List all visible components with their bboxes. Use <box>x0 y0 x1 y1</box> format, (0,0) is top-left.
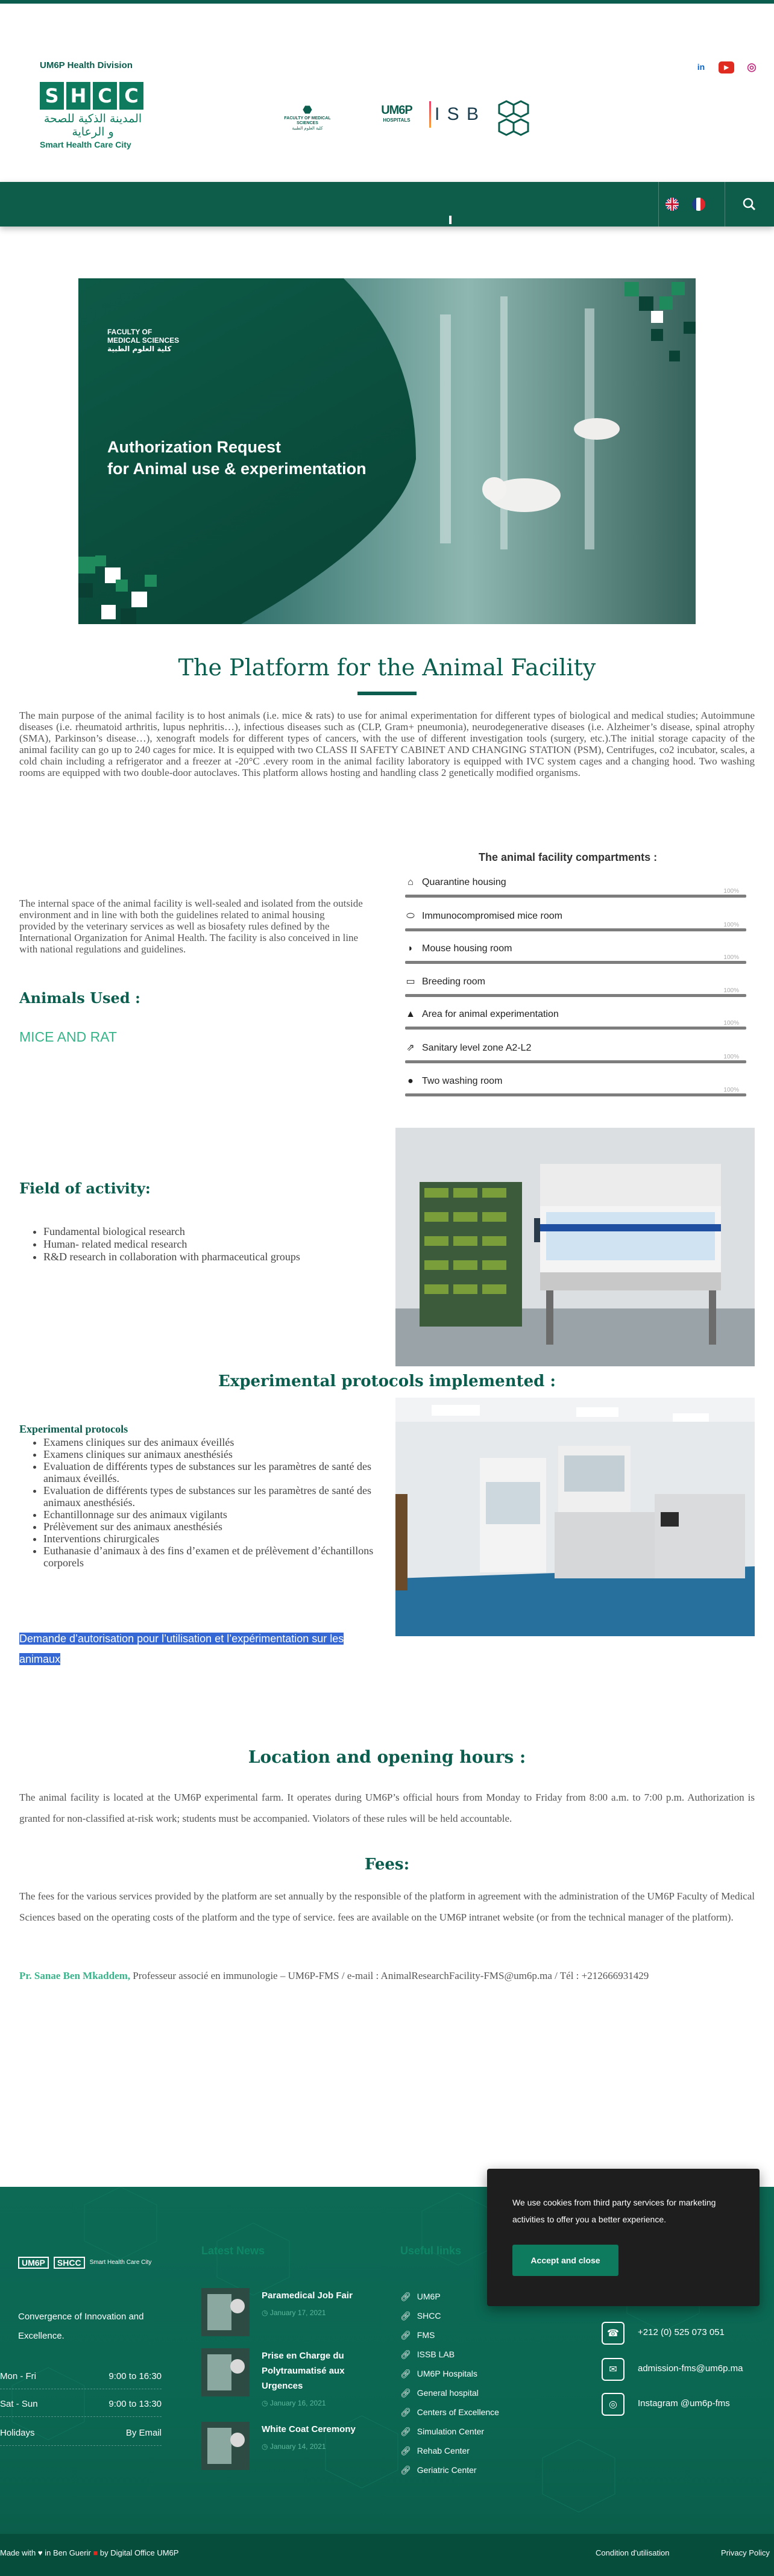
compartment-label: Quarantine housing <box>422 877 506 887</box>
list-item: • Examens cliniques sur des animaux éveillés <box>43 1436 381 1448</box>
useful-link[interactable] <box>400 2427 484 2437</box>
useful-link[interactable] <box>400 2330 435 2340</box>
link-icon: 🔗︎ <box>400 2388 411 2398</box>
link-icon: 🔗︎ <box>400 2465 411 2475</box>
contact-text[interactable]: Instagram @um6p-fms <box>638 2398 730 2409</box>
made-with-text: Made with <box>0 2548 36 2557</box>
um6p-hospitals-logo[interactable] <box>373 104 421 123</box>
compartment-percent: 100% <box>723 888 739 895</box>
shcc-arabic-name: المدينة الذكية للصحة و الرعاية <box>43 112 142 139</box>
field-of-activity-list <box>19 1225 381 1263</box>
contact-name: Pr. Sanae Ben Mkaddem, <box>19 1970 131 1981</box>
contact-text[interactable]: admission-fms@um6p.ma <box>638 2363 743 2374</box>
compartment-label: Breeding room <box>422 977 485 987</box>
fees-heading: Fees: <box>364 1855 410 1874</box>
shcc-letter: S <box>40 82 64 110</box>
banner-faculty-label <box>107 328 179 353</box>
fms-partner-arabic: كلية العلوم الطبية <box>292 127 323 131</box>
footer-tagline: Convergence of Innovation and Excellence. <box>18 2312 144 2341</box>
compartment-progress-bar <box>405 961 746 964</box>
news-date-text: January 16, 2021 <box>269 2399 326 2407</box>
news-thumbnail <box>201 2422 250 2470</box>
compartment-percent: 100% <box>723 1054 739 1060</box>
nav-label: Biotech Park <box>511 17 563 27</box>
instagram-icon[interactable]: ◎ <box>602 2393 625 2416</box>
compartment-icon: ▭ <box>406 977 415 987</box>
banner-faculty-arabic: كلية العلوم الطبية <box>107 345 172 353</box>
list-item: • Human- related medical research <box>43 1238 381 1251</box>
compartment-label: Two washing room <box>422 1076 503 1086</box>
footer-um6p-logo: UM6P <box>18 2257 49 2269</box>
chevron-down-icon: ⌄ <box>272 20 278 27</box>
hours-day: Mon - Fri <box>0 2371 36 2381</box>
nav-label: Faculty of Medical Sciences <box>158 17 270 27</box>
useful-link[interactable] <box>400 2446 470 2456</box>
chevron-down-icon: ⌄ <box>113 20 119 27</box>
shcc-subtitle: Smart Health Care City <box>40 140 131 149</box>
youtube-icon[interactable]: ▶ <box>719 61 734 73</box>
useful-link[interactable] <box>400 2465 477 2475</box>
authorization-request-link[interactable] <box>19 1628 357 1669</box>
authorization-link-text: Demande d’autorisation pour l’utilisation et l’expérimentation sur les animaux <box>19 1633 344 1665</box>
protocols-heading: Experimental protocols implemented : <box>218 1372 556 1390</box>
division-label: UM6P Health Division <box>40 60 133 70</box>
protocols-subtitle: Experimental protocols <box>19 1423 128 1435</box>
useful-link[interactable] <box>400 2311 441 2321</box>
compartment-progress-bar <box>405 1060 746 1063</box>
link-icon: 🔗︎ <box>400 2446 411 2456</box>
location-heading: Location and opening hours : <box>248 1747 526 1767</box>
nav-label: ISSB Institute <box>412 17 471 27</box>
page-title: The Platform for the Animal Facility <box>178 654 596 681</box>
compartment-progress-bar <box>405 928 746 931</box>
compartment-progress-bar <box>405 895 746 898</box>
hours-row <box>0 2428 162 2446</box>
issb-logo-text: I S B <box>435 104 480 124</box>
compartment-icon: ▲ <box>406 1009 415 1019</box>
link-icon: 🔗︎ <box>400 2407 411 2417</box>
contact-paragraph <box>19 1965 755 1986</box>
footer-shcc-logo: SHCC <box>54 2257 85 2269</box>
ben-guerir-text: in Ben Guerir <box>45 2548 91 2557</box>
compartment-item <box>405 1043 746 1061</box>
shcc-logo[interactable] <box>40 82 148 149</box>
cookie-message: We use cookies from third party services for marketing activities to offer you a better experience. <box>512 2198 716 2224</box>
nav-divider <box>658 182 659 227</box>
news-date-text: January 17, 2021 <box>269 2309 326 2317</box>
useful-link[interactable] <box>400 2407 499 2418</box>
shcc-letter: H <box>66 82 90 110</box>
field-of-activity-heading: Field of activity: <box>19 1180 151 1197</box>
privacy-policy-link[interactable]: Privacy Policy <box>721 2548 770 2557</box>
nav-label: UM6P Hospitals <box>316 17 381 27</box>
clock-icon: ◷ <box>262 2399 270 2407</box>
banner-faculty-line: FACULTY OF <box>107 328 153 336</box>
useful-links-heading: Useful links <box>400 2245 462 2257</box>
useful-link-label: Rehab Center <box>417 2446 470 2456</box>
list-item: • Echantillonnage sur des animaux vigilants <box>43 1508 381 1521</box>
laboratory-room-photo <box>395 1398 755 1636</box>
latest-news-heading: Latest News <box>201 2245 265 2257</box>
news-title: Prise en Charge du Polytraumatisé aux Urgences <box>262 2351 345 2391</box>
list-item: • Prélèvement sur des animaux anesthésiés <box>43 1521 381 1533</box>
link-icon: 🔗︎ <box>400 2349 411 2359</box>
phone-icon[interactable]: ☎ <box>602 2322 625 2345</box>
compartment-percent: 100% <box>723 1020 739 1027</box>
useful-link-label: Simulation Center <box>417 2427 485 2436</box>
compartment-label: Immunocompromised mice room <box>422 911 562 921</box>
um6p-logo-text: UM6P <box>381 104 412 117</box>
compartment-label: Area for animal experimentation <box>422 1009 559 1019</box>
list-item: • Euthanasie d’animaux à des fins d’examen et de prélèvement d’échantillons corporels <box>43 1545 381 1569</box>
compartment-icon: ⇗ <box>406 1043 415 1053</box>
link-icon: 🔗︎ <box>400 2427 411 2436</box>
hours-day: Holidays <box>0 2428 35 2438</box>
shcc-letter: C <box>119 82 143 110</box>
top-accent-line <box>0 0 774 4</box>
search-icon <box>743 198 756 211</box>
clock-icon: ◷ <box>262 2442 270 2451</box>
compartments-heading: The animal facility compartments : <box>479 851 658 863</box>
compartment-item <box>405 911 746 929</box>
nav-um6p-hospitals[interactable] <box>316 17 380 27</box>
internal-space-paragraph: The internal space of the animal facility is well-sealed and isolated from the outside environment and in line with both the guidelines related to animal housing provided by the veterinary services as well as biosafety rules defined by the International Organization for Animal Health. The facility is also conceived in line with national regulations and guidelines. <box>19 898 363 955</box>
compartment-percent: 100% <box>723 1087 739 1093</box>
useful-link-label: UM6P Hospitals <box>417 2369 477 2378</box>
footer-logo[interactable] <box>18 2257 151 2269</box>
nav-smart-healthcare-city[interactable] <box>23 17 119 27</box>
compartment-progress-bar <box>405 1093 746 1096</box>
banner-title-line: for Animal use & experimentation <box>107 460 367 478</box>
cookie-banner <box>487 2169 760 2306</box>
list-item: • R&D research in collaboration with pharmaceutical groups <box>43 1251 381 1263</box>
useful-link[interactable] <box>400 2369 477 2379</box>
hours-time: 9:00 to 13:30 <box>109 2399 162 2409</box>
compartment-label: Mouse housing room <box>422 943 512 954</box>
compartment-item <box>405 943 746 961</box>
news-date <box>262 2399 326 2407</box>
useful-link-label: ISSB LAB <box>417 2349 455 2359</box>
list-item: • Interventions chirurgicales <box>43 1533 381 1545</box>
link-icon: 🔗︎ <box>400 2369 411 2378</box>
useful-link-label: SHCC <box>417 2311 441 2321</box>
authorization-banner[interactable] <box>78 278 696 624</box>
list-item: • Evaluation de différents types de substances sur les paramètres de santé des animaux anesthésiés. <box>43 1484 381 1508</box>
terms-link[interactable]: Condition d'utilisation <box>596 2548 670 2557</box>
compartment-icon: ● <box>407 1076 414 1086</box>
shcc-letter: C <box>93 82 117 110</box>
compartment-percent: 100% <box>723 954 739 961</box>
mail-icon[interactable]: ✉ <box>602 2358 625 2381</box>
um6p-logo-sub: HOSPITALS <box>383 117 411 123</box>
accept-cookies-button[interactable]: Accept and close <box>512 2245 618 2276</box>
news-thumbnail <box>201 2288 250 2336</box>
list-item: • Evaluation de différents types de substances sur les paramètres de santé des animaux éveillés. <box>43 1460 381 1484</box>
uk-flag-icon[interactable] <box>665 198 679 211</box>
news-date <box>262 2442 326 2451</box>
hours-time: 9:00 to 16:30 <box>109 2371 162 2381</box>
animals-used-heading: Animals Used : <box>19 989 140 1007</box>
heart-icon: ♥ <box>37 2548 43 2557</box>
contact-details: Professeur associé en immunologie – UM6P-FMS / e-mail : AnimalResearchFacility-FMS@um6p.ma / Tél : +212666931429 <box>130 1970 649 1981</box>
list-item: • Examens cliniques sur animaux anesthésiés <box>43 1448 381 1460</box>
link-icon: 🔗︎ <box>400 2292 411 2301</box>
useful-link-label: General hospital <box>417 2388 479 2398</box>
banner-title <box>107 436 367 480</box>
morocco-flag-icon: ■ <box>93 2548 98 2557</box>
search-button[interactable] <box>725 182 774 227</box>
molecule-logo[interactable] <box>496 99 532 137</box>
news-thumbnail <box>201 2348 250 2396</box>
animals-used-value: MICE AND RAT <box>19 1029 117 1045</box>
news-title: White Coat Ceremony <box>262 2424 356 2434</box>
compartment-percent: 100% <box>723 987 739 994</box>
link-icon: 🔗︎ <box>400 2330 411 2340</box>
active-nav-indicator <box>449 216 452 224</box>
compartment-label: Sanitary level zone A2-L2 <box>422 1043 532 1053</box>
footer-shcc-sub: Smart Health Care City <box>89 2259 152 2266</box>
useful-link-label: Centers of Excellence <box>417 2407 499 2417</box>
fees-paragraph: The fees for the various services provided by the platform are set annually by the responsible of the platform in agreement with the administration of the UM6P Faculty of Medical Sciences based on the operating costs of the platform and the type of service. fees are available on the UM6P intranet website (or from the technical manager of the platform). <box>19 1890 755 1923</box>
chevron-down-icon: ⌄ <box>473 20 479 27</box>
hours-row <box>0 2399 162 2417</box>
nav-faculty-medical-sciences[interactable] <box>158 17 277 27</box>
useful-link[interactable] <box>400 2349 455 2360</box>
compartment-item <box>405 877 746 895</box>
digital-office-text: by Digital Office UM6P <box>99 2548 179 2557</box>
french-flag-icon[interactable] <box>692 198 705 211</box>
useful-link-label: Geriatric Center <box>417 2465 477 2475</box>
useful-link-label: FMS <box>417 2330 435 2340</box>
made-with-credit <box>0 2548 178 2557</box>
compartment-percent: 100% <box>723 922 739 928</box>
list-item: • Fundamental biological research <box>43 1225 381 1238</box>
compartment-item <box>405 1009 746 1027</box>
issb-logo[interactable] <box>429 101 487 128</box>
compartment-icon: ⬭ <box>406 911 415 921</box>
compartment-icon: ⌂ <box>407 877 414 887</box>
instagram-icon[interactable]: ◎ <box>747 60 757 73</box>
news-date-text: January 14, 2021 <box>269 2442 326 2451</box>
compartment-item <box>405 977 746 995</box>
compartment-icon: ◗ <box>407 943 414 954</box>
compartment-progress-bar <box>405 994 746 997</box>
compartment-item <box>405 1076 746 1094</box>
contact-text[interactable]: +212 (0) 525 073 051 <box>638 2327 725 2337</box>
useful-link-label: UM6P <box>417 2292 441 2301</box>
hours-day: Sat - Sun <box>0 2399 38 2409</box>
clock-icon: ◷ <box>262 2309 270 2317</box>
news-title: Paramedical Job Fair <box>262 2290 353 2301</box>
fms-partner-logo[interactable]: ⬣ FACULTY OF MEDICAL SCIENCES كلية العلوم الطبية <box>284 104 331 131</box>
nav-issb-institute[interactable] <box>412 17 479 27</box>
news-date <box>262 2309 326 2317</box>
banner-title-line: Authorization Request <box>107 438 281 456</box>
compartment-progress-bar <box>405 1027 746 1030</box>
intro-paragraph: The main purpose of the animal facility is to host animals (i.e. mice & rats) to use for animal experimentation for different types of biological and medical studies; Autoimmune diseases (i.e. rheumatoid arthritis, lupus nephritis…), infectious diseases such as (CLP, Gram+ pneumonia), neurodegenerative diseases (i.e. Alzheimer’s disease, spinal atrophy (SMA), Parkinson’s disease…), xenograft models for different types of cancers, with the use of different investigation tools (surgery, etc.).The initial storage capacity of the animal facility can go up to 240 cages for mice. It is equipped with two CLASS II SAFETY CABINET AND CHANGING STATION (PSM), Centrifuges, co2 incubator, scales, a cold chain including a refrigerator and a freezer at -20°C .every room in the animal facility laboratory is equipped with IVC system cages and a changing hood. Two washing rooms are equipped with two double-door autoclaves. This platform allows hosting and handling class 2 genetically modified organisms. <box>19 710 755 778</box>
banner-faculty-line: MEDICAL SCIENCES <box>107 336 180 345</box>
hours-time: By Email <box>125 2428 162 2438</box>
linkedin-icon[interactable]: in <box>697 62 705 72</box>
location-paragraph: The animal facility is located at the UM6P experimental farm. It operates during UM6P’s official hours from Monday to Friday from 8:00 a.m. to 7:00 p.m. Authorization is granted for non-classified at-risk work; students must be accompanied. Violators of these rules will be held accountable. <box>19 1792 755 1824</box>
hours-row <box>0 2371 162 2389</box>
nav-label: Smart Healthcare City <box>23 17 112 27</box>
useful-link[interactable] <box>400 2292 441 2302</box>
biosafety-cabinet-photo <box>395 1128 755 1366</box>
useful-link[interactable] <box>400 2388 479 2398</box>
link-icon: 🔗︎ <box>400 2311 411 2321</box>
fms-partner-name: FACULTY OF MEDICAL SCIENCES <box>284 116 331 125</box>
protocols-list <box>19 1436 381 1569</box>
nav-biotech-park[interactable] <box>511 17 562 27</box>
title-underline <box>357 692 417 695</box>
